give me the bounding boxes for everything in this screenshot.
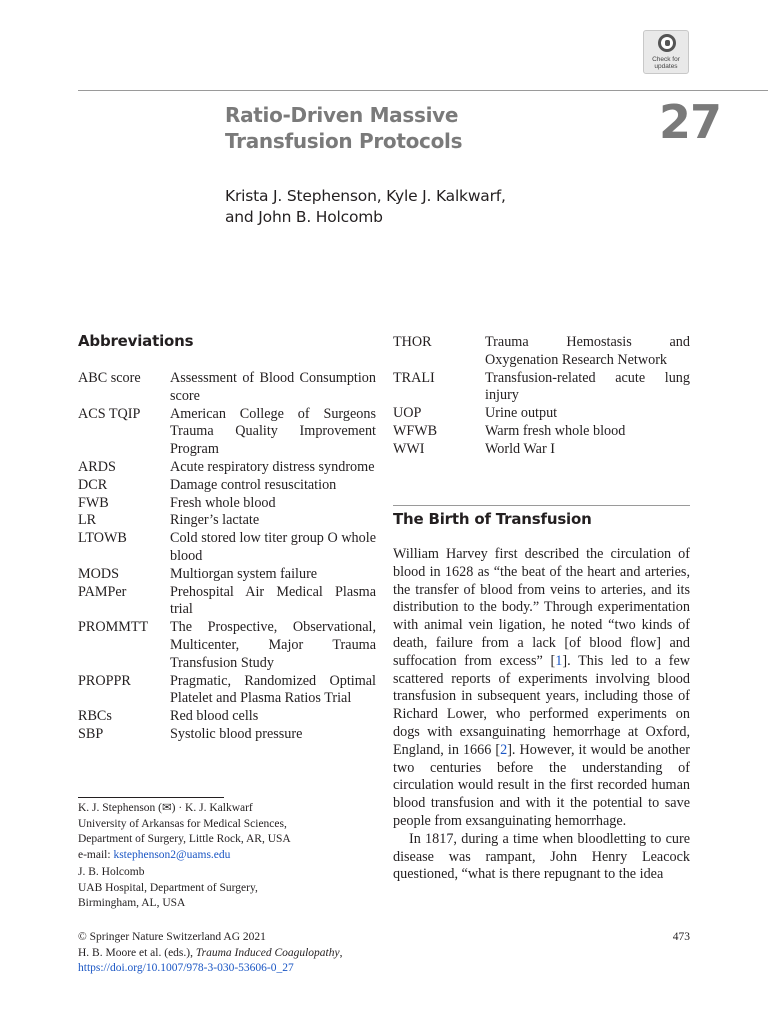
doi-link[interactable]: https://doi.org/10.1007/978-3-030-53606-0_27 [78,962,294,974]
abbreviation-row [78,512,376,530]
abbreviation-term: LR [78,512,97,529]
abbreviation-definition: Acute respiratory distress syndrome [170,458,375,475]
paragraph-1-text-b: ]. This led to a few scattered reports of experiments involving blood transfusion in subsequent years, including those of Richard Lower, who performed experiments on dogs with exsanguinating hemorrhage at Oxford, England, in 1666 [ [393,652,691,758]
abbreviation-term: ACS TQIP [78,405,141,422]
abbreviation-term: FWB [78,494,109,511]
abbreviation-definition: Cold stored low titer group O whole blood [170,530,376,564]
abbreviation-row [393,370,690,406]
abbreviation-term: DCR [78,476,108,493]
abbreviation-definition: Red blood cells [170,708,259,725]
abbreviation-definition: The Prospective, Observational, Multicenter, Major Trauma Transfusion Study [170,619,376,671]
abbreviation-row [78,726,376,744]
abbreviation-term: WWI [393,440,425,457]
abbreviation-term: ARDS [78,458,116,475]
abbreviation-definition: Multiorgan system failure [170,565,318,582]
copyright-line: © Springer Nature Switzerland AG 2021 [78,931,266,943]
abbreviations-list-right [393,334,690,459]
abbreviation-row [393,334,690,370]
check-for-updates-label: Check for updates [652,56,680,70]
abbreviation-row [78,708,376,726]
abbreviation-term: RBCs [78,708,112,725]
abbreviation-definition: Warm fresh whole blood [485,422,626,439]
abbreviation-row [78,566,376,584]
abbreviation-definition: Systolic blood pressure [170,725,303,742]
abbreviation-row [393,441,690,459]
citation-editors: H. B. Moore et al. (eds.), [78,946,196,959]
abbreviation-definition: Trauma Hemostasis and Oxygenation Research Network [485,334,690,368]
abbreviation-row [393,423,690,441]
abbreviation-definition: Urine output [485,405,558,422]
abbreviation-definition: World War I [485,440,555,457]
abbreviation-term: TRALI [393,369,435,386]
citation-punct: , [339,946,343,959]
abbreviation-row [78,370,376,406]
footnote-rule [78,797,224,798]
abbreviation-row [78,406,376,459]
section-body [393,546,690,884]
chapter-authors: Krista J. Stephenson, Kyle J. Kalkwarf, and John B. Holcomb [225,187,506,226]
abbreviation-term: THOR [393,334,432,350]
abbreviation-definition: Fresh whole blood [170,494,276,511]
copyright-block [78,930,478,977]
abbreviation-term: LTOWB [78,530,127,547]
abbreviations-list-left [78,370,376,744]
abbreviation-row [78,619,376,672]
citation-book-title: Trauma Induced Coagulopathy [195,946,340,959]
abbreviation-definition: Transfusion-related acute lung injury [485,369,690,404]
header-rule [78,90,768,91]
author-affiliation-1 [78,801,378,863]
abbreviation-row [78,495,376,513]
abbreviations-heading: Abbreviations [78,332,194,350]
abbreviation-definition: American College of Surgeons Trauma Quality Improvement Program [170,405,376,458]
abbreviation-row [78,477,376,495]
abbreviation-term: PROPPR [78,672,131,689]
chapter-number: 27 [659,95,722,149]
abbreviation-row [78,459,376,477]
author-email-link[interactable]: kstephenson2@uams.edu [113,848,231,861]
abbreviation-term: PAMPer [78,583,127,600]
section-rule [393,505,690,506]
abbreviation-row [78,584,376,620]
citation-ref-1[interactable]: 1 [555,652,563,669]
section-heading: The Birth of Transfusion [393,510,592,528]
abbreviation-term: WFWB [393,422,438,439]
paragraph-2: In 1817, during a time when bloodletting to cure disease was rampant, John Henry Leacock questioned, “what is there repugnant to the idea [393,830,690,883]
paragraph-1-text-a: William Harvey first described the circulation of blood in 1628 as “the beat of the heart and arteries, the transfer of blood from veins to arteries, and its distribution to the body.” Through experimentation with animal vein ligation, he noted “two kinds of death, failure from a lack [of blood flow] and suffocation from excess” [ [393,546,690,669]
paragraph-1-text-c: ]. However, it would be another two centuries before the understanding of circulation would result in the first recorded human blood transfusion and with it the potential to save people from exsanguinating hemorrhage. [393,741,690,829]
abbreviation-term: MODS [78,565,119,582]
abbreviation-term: PROMMTT [78,619,149,636]
chapter-title: Ratio-Driven Massive Transfusion Protocols [225,103,463,153]
abbreviation-definition: Assessment of Blood Consumption score [170,370,376,404]
abbreviation-definition: Prehospital Air Medical Plasma trial [170,583,376,618]
abbreviation-row [78,673,376,709]
author-affiliation-2: J. B. Holcomb UAB Hospital, Department of Surgery, Birmingham, AL, USA [78,866,258,909]
abbreviation-term: SBP [78,725,104,742]
paragraph-1 [393,546,690,831]
citation-ref-2[interactable]: 2 [500,741,508,758]
abbreviation-definition: Ringer’s lactate [170,512,260,529]
abbreviation-term: UOP [393,405,422,422]
abbreviation-definition: Pragmatic, Randomized Optimal Platelet and Plasma Ratios Trial [170,672,376,707]
affiliation-1-text: K. J. Stephenson (✉) · K. J. Kalkwarf University of Arkansas for Medical Sciences, Department of Surgery, Little Rock, AR, USA e-mail: [78,802,291,861]
abbreviation-row [78,530,376,566]
page-number: 473 [672,931,690,943]
abbreviation-row [393,405,690,423]
check-for-updates-badge[interactable] [643,30,689,74]
abbreviation-definition: Damage control resuscitation [170,476,337,493]
crossmark-icon [658,34,676,52]
citation-line [78,946,478,962]
abbreviation-term: ABC score [78,370,141,386]
